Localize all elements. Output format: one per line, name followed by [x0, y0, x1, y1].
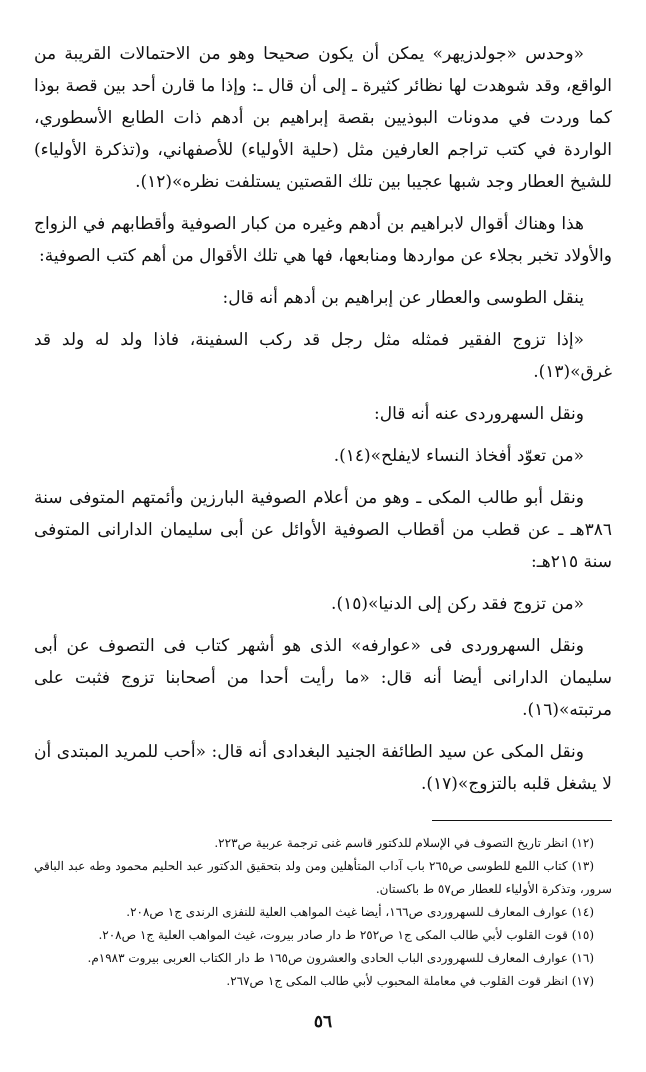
footnote-17: (١٧) انظر قوت القلوب في معاملة المحبوب لأبي طالب المكى ج١ ص٢٦٧.	[226, 974, 594, 988]
footnote-divider	[432, 820, 612, 821]
paragraph-junayd: ونقل المكى عن سيد الطائفة الجنيد البغدادى أنه قال: «أحب للمريد المبتدى أن لا يشغل قلبه بالتزوج»(١٧).	[34, 742, 612, 794]
paragraph-goldziher-quote: «وحدس «جولدزيهر» يمكن أن يكون صحيحا وهو من الاحتمالات القريبة من الواقع، وقد شوهدت لها نظائر كثيرة ـ إلى أن قال ـ: وإذا ما قارن أحد بين قصة بوذا كما وردت في مدونات البوذيين بقصة إبراهيم بن أدهم ذات الطابع الأسطوري، الواردة في كتب تراجم العارفين مثل (حلية الأولياء) للأصفهاني، و(تذكرة الأولياء) للشيخ العطار وجد شبها عجيبا بين تلك القصتين يستلفت نظره»(١٢).	[34, 44, 612, 192]
footnote-14: (١٤) عوارف المعارف للسهروردى ص١٦٦، أيضا غيث المواهب العلية للنفزى الرندى ج١ ص٢٠٨.	[126, 905, 594, 919]
footnote-15: (١٥) قوت القلوب لأبي طالب المكى ج١ ص٢٥٢ ط دار صادر بيروت، غيث المواهب العلية ج١ ص٢٠٨.	[98, 928, 594, 942]
footnote-12: (١٢) انظر تاريخ التصوف في الإسلام للدكتور قاسم غنى ترجمة عربية ص٢٢٣.	[214, 836, 594, 850]
quote-abu-talib: «من تزوج فقد ركن إلى الدنيا»(١٥).	[331, 594, 584, 614]
paragraph-sayings-intro: هذا وهناك أقوال لابراهيم بن أدهم وغيره من كبار الصوفية وأقطابهم في الزواج والأولاد تخبر بجلاء عن مواردها ومنابعها، فها هي تلك الأقوال من أهم كتب الصوفية:	[34, 214, 612, 266]
paragraph-tusi-attar: ينقل الطوسى والعطار عن إبراهيم بن أدهم أنه قال:	[222, 288, 584, 308]
footnote-16: (١٦) عوارف المعارف للسهروردى الباب الحادى والعشرون ص١٦٥ ط دار الكتاب العربى بيروت ١٩٨٣م.	[87, 951, 594, 965]
quote-suhrawardi: «من تعوّد أفخاذ النساء لايفلح»(١٤).	[333, 446, 584, 466]
quote-poor-man-marriage: «إذا تزوج الفقير فمثله مثل رجل قد ركب السفينة، فاذا ولد له ولد قد غرق»(١٣).	[34, 330, 612, 382]
main-text	[34, 38, 612, 810]
paragraph-abu-talib: ونقل أبو طالب المكى ـ وهو من أعلام الصوفية البارزين وأئمتهم المتوفى سنة ٣٨٦هـ ـ عن قطب من أقطاب الصوفية الأوائل عن أبى سليمان الدارانى المتوفى سنة ٢١٥هـ:	[34, 488, 612, 572]
page-number: ٥٦	[313, 1012, 333, 1032]
paragraph-awarif: ونقل السهروردى فى «عوارفه» الذى هو أشهر كتاب فى التصوف عن أبى سليمان الدارانى أيضا أنه قال: «ما رأيت أحدا من أصحابنا تزوج فثبت على مرتبته»(١٦).	[34, 636, 612, 720]
footnote-13: (١٣) كتاب اللمع للطوسى ص٢٦٥ باب آداب المتأهلين ومن ولد بتحقيق الدكتور عبد الحليم محمود وطه عبد الباقي سرور، وتذكرة الأولياء للعطار ص٥٧ ط باكستان.	[34, 859, 612, 896]
paragraph-suhrawardi: ونقل السهروردى عنه أنه قال:	[374, 404, 584, 424]
footnotes	[34, 832, 612, 993]
